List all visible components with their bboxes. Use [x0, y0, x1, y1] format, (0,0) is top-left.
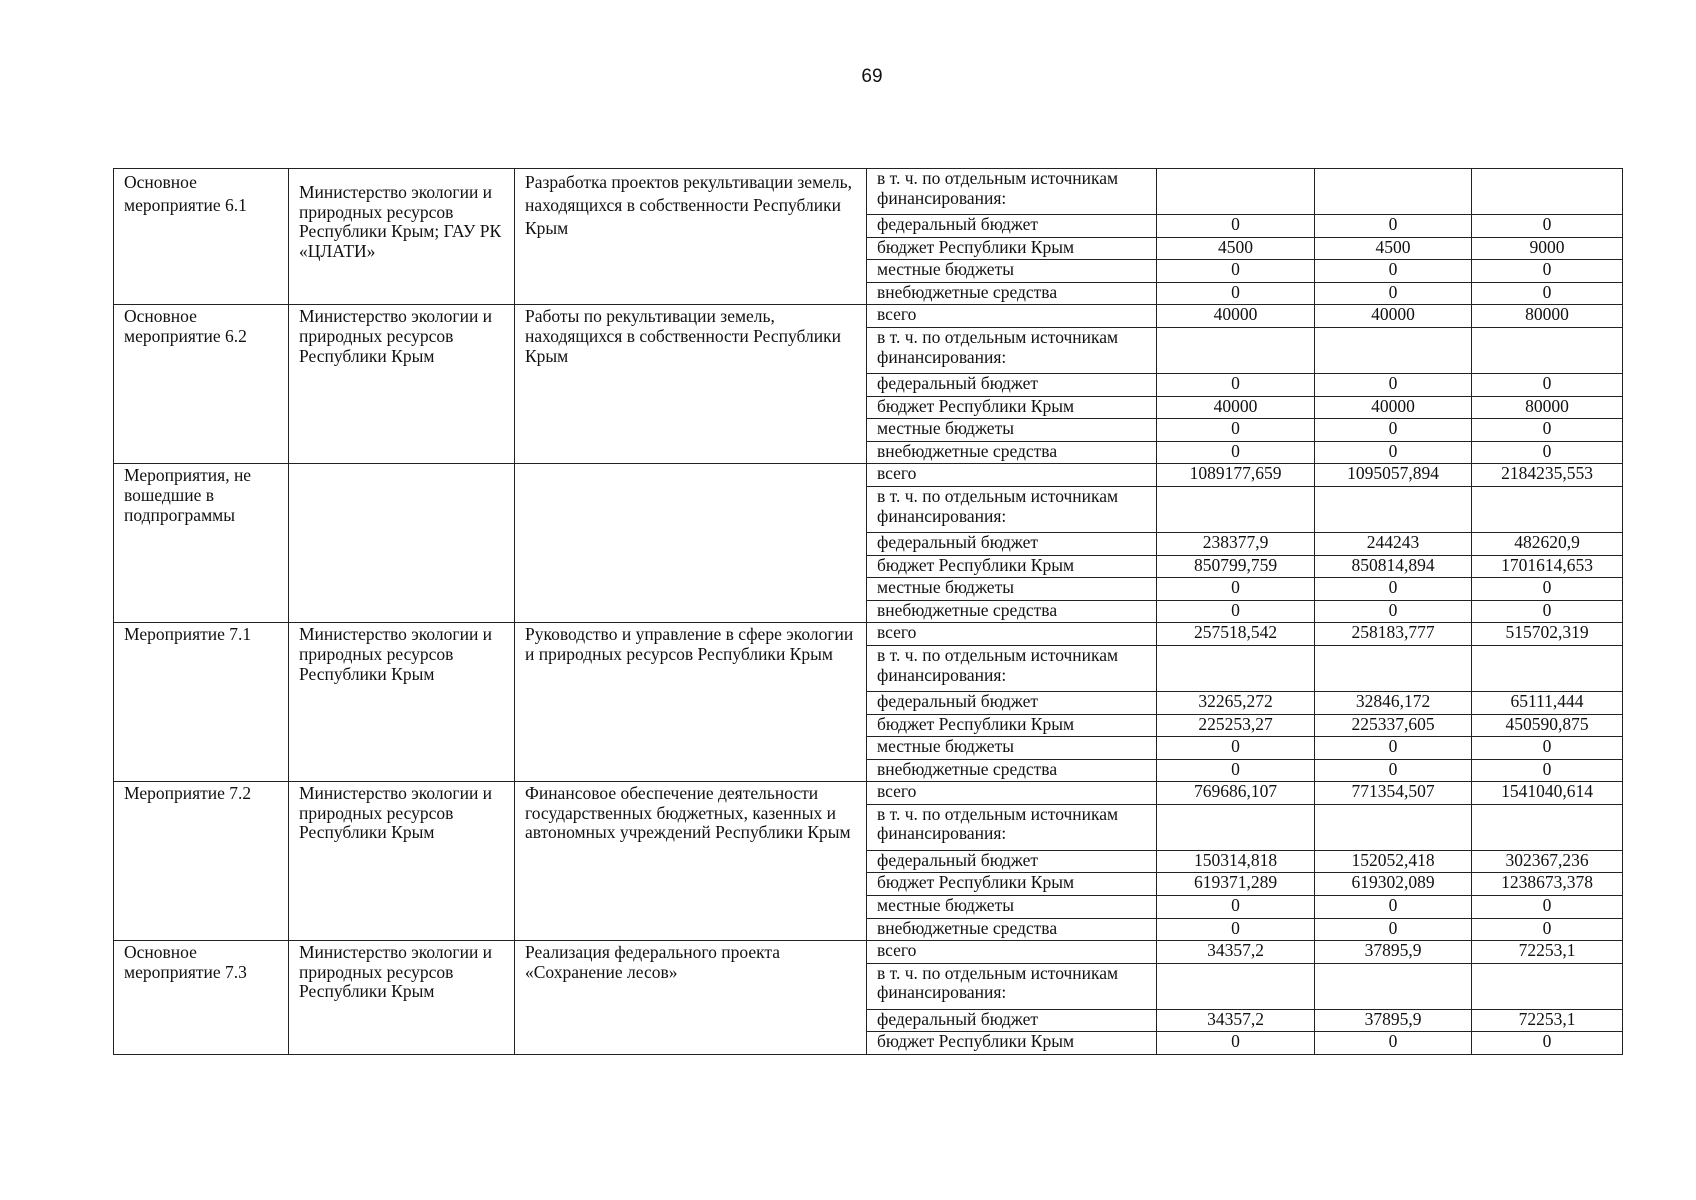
- activity-description: Финансовое обеспечение деятельности государственных бюджетных, казенных и автономных учреждений Республики Крым: [515, 782, 867, 941]
- amount-col-3: 0: [1472, 578, 1623, 601]
- amount-col-2: 0: [1315, 759, 1472, 782]
- funding-source: федеральный бюджет: [867, 373, 1157, 396]
- amount-col-2: [1315, 169, 1472, 215]
- activity-name: Мероприятие 7.2: [114, 782, 289, 941]
- amount-col-1: 0: [1157, 282, 1315, 305]
- funding-source: федеральный бюджет: [867, 532, 1157, 555]
- amount-col-1: [1157, 327, 1315, 373]
- funding-source: всего: [867, 464, 1157, 487]
- activity-description: [515, 464, 867, 623]
- amount-col-1: 0: [1157, 441, 1315, 464]
- funding-source: федеральный бюджет: [867, 850, 1157, 873]
- amount-col-3: 0: [1472, 896, 1623, 919]
- amount-col-1: 40000: [1157, 305, 1315, 328]
- amount-col-2: 32846,172: [1315, 691, 1472, 714]
- amount-col-3: 302367,236: [1472, 850, 1623, 873]
- page-number: 69: [861, 66, 883, 87]
- table-row: [114, 169, 1623, 215]
- amount-col-1: 225253,27: [1157, 714, 1315, 737]
- responsible-agency: Министерство экологии и природных ресурсов Республики Крым: [289, 782, 515, 941]
- amount-col-1: 1089177,659: [1157, 464, 1315, 487]
- amount-col-2: 0: [1315, 737, 1472, 760]
- amount-col-2: [1315, 645, 1472, 691]
- funding-source: бюджет Республики Крым: [867, 714, 1157, 737]
- amount-col-2: 37895,9: [1315, 941, 1472, 964]
- amount-col-3: 72253,1: [1472, 941, 1623, 964]
- amount-col-1: [1157, 645, 1315, 691]
- amount-col-3: 0: [1472, 600, 1623, 623]
- funding-source: внебюджетные средства: [867, 759, 1157, 782]
- amount-col-1: 4500: [1157, 237, 1315, 260]
- funding-source: местные бюджеты: [867, 260, 1157, 283]
- amount-col-1: 0: [1157, 737, 1315, 760]
- amount-col-3: 1541040,614: [1472, 782, 1623, 805]
- funding-source: бюджет Республики Крым: [867, 396, 1157, 419]
- amount-col-3: 1701614,653: [1472, 555, 1623, 578]
- amount-col-3: 0: [1472, 260, 1623, 283]
- amount-col-3: 0: [1472, 759, 1623, 782]
- amount-col-1: 0: [1157, 896, 1315, 919]
- funding-source: федеральный бюджет: [867, 691, 1157, 714]
- amount-col-1: 150314,818: [1157, 850, 1315, 873]
- amount-col-2: 244243: [1315, 532, 1472, 555]
- funding-source: местные бюджеты: [867, 578, 1157, 601]
- funding-source: бюджет Республики Крым: [867, 873, 1157, 896]
- activity-description: Разработка проектов рекультивации земель, находящихся в собственности Республики Крым: [515, 169, 867, 305]
- activity-description: Реализация федерального проекта «Сохранение лесов»: [515, 941, 867, 1055]
- amount-col-2: [1315, 804, 1472, 850]
- amount-col-1: 40000: [1157, 396, 1315, 419]
- amount-col-3: 0: [1472, 215, 1623, 238]
- funding-source: местные бюджеты: [867, 737, 1157, 760]
- funding-source: в т. ч. по отдельным источникам финансирования:: [867, 169, 1157, 215]
- funding-source: внебюджетные средства: [867, 918, 1157, 941]
- amount-col-1: [1157, 804, 1315, 850]
- amount-col-3: [1472, 645, 1623, 691]
- funding-source: в т. ч. по отдельным источникам финансирования:: [867, 327, 1157, 373]
- amount-col-3: 0: [1472, 282, 1623, 305]
- funding-source: внебюджетные средства: [867, 441, 1157, 464]
- amount-col-2: 619302,089: [1315, 873, 1472, 896]
- amount-col-1: 619371,289: [1157, 873, 1315, 896]
- amount-col-1: [1157, 169, 1315, 215]
- amount-col-1: 0: [1157, 419, 1315, 442]
- funding-source: местные бюджеты: [867, 896, 1157, 919]
- funding-source: местные бюджеты: [867, 419, 1157, 442]
- amount-col-2: 0: [1315, 441, 1472, 464]
- amount-col-1: 0: [1157, 1032, 1315, 1055]
- amount-col-3: 2184235,553: [1472, 464, 1623, 487]
- amount-col-3: 72253,1: [1472, 1009, 1623, 1032]
- funding-source: бюджет Республики Крым: [867, 555, 1157, 578]
- amount-col-1: 850799,759: [1157, 555, 1315, 578]
- amount-col-1: 238377,9: [1157, 532, 1315, 555]
- amount-col-2: 0: [1315, 373, 1472, 396]
- funding-source: в т. ч. по отдельным источникам финансирования:: [867, 486, 1157, 532]
- budget-table: [113, 168, 1623, 1055]
- table-row: [114, 305, 1623, 328]
- amount-col-1: 0: [1157, 600, 1315, 623]
- amount-col-2: 0: [1315, 260, 1472, 283]
- activity-description: Работы по рекультивации земель, находящихся в собственности Республики Крым: [515, 305, 867, 464]
- amount-col-2: 0: [1315, 282, 1472, 305]
- activity-name: Основное мероприятие 6.1: [114, 169, 289, 305]
- amount-col-2: 225337,605: [1315, 714, 1472, 737]
- funding-source: бюджет Республики Крым: [867, 1032, 1157, 1055]
- amount-col-2: 771354,507: [1315, 782, 1472, 805]
- activity-name: Мероприятие 7.1: [114, 623, 289, 782]
- amount-col-2: 850814,894: [1315, 555, 1472, 578]
- funding-source: всего: [867, 623, 1157, 646]
- table-row: [114, 941, 1623, 964]
- activity-name: Основное мероприятие 7.3: [114, 941, 289, 1055]
- amount-col-3: 1238673,378: [1472, 873, 1623, 896]
- amount-col-1: [1157, 486, 1315, 532]
- amount-col-3: 450590,875: [1472, 714, 1623, 737]
- amount-col-3: [1472, 804, 1623, 850]
- amount-col-1: 32265,272: [1157, 691, 1315, 714]
- amount-col-2: [1315, 327, 1472, 373]
- amount-col-2: 0: [1315, 215, 1472, 238]
- amount-col-3: 0: [1472, 1032, 1623, 1055]
- amount-col-3: 0: [1472, 373, 1623, 396]
- funding-source: всего: [867, 782, 1157, 805]
- amount-col-2: 0: [1315, 600, 1472, 623]
- amount-col-2: 258183,777: [1315, 623, 1472, 646]
- amount-col-1: 0: [1157, 759, 1315, 782]
- amount-col-2: 0: [1315, 896, 1472, 919]
- funding-source: внебюджетные средства: [867, 600, 1157, 623]
- table-row: [114, 782, 1623, 805]
- amount-col-3: 80000: [1472, 396, 1623, 419]
- amount-col-2: 37895,9: [1315, 1009, 1472, 1032]
- amount-col-1: 0: [1157, 373, 1315, 396]
- funding-source: внебюджетные средства: [867, 282, 1157, 305]
- amount-col-3: 9000: [1472, 237, 1623, 260]
- amount-col-3: 0: [1472, 419, 1623, 442]
- responsible-agency: [289, 464, 515, 623]
- budget-table-body: [114, 169, 1623, 1055]
- funding-source: всего: [867, 305, 1157, 328]
- amount-col-2: 152052,418: [1315, 850, 1472, 873]
- funding-source: в т. ч. по отдельным источникам финансирования:: [867, 804, 1157, 850]
- amount-col-2: 0: [1315, 419, 1472, 442]
- amount-col-3: 482620,9: [1472, 532, 1623, 555]
- amount-col-1: 0: [1157, 260, 1315, 283]
- amount-col-2: 1095057,894: [1315, 464, 1472, 487]
- funding-source: федеральный бюджет: [867, 215, 1157, 238]
- activity-name: Мероприятия, не вошедшие в подпрограммы: [114, 464, 289, 623]
- responsible-agency: Министерство экологии и природных ресурсов Республики Крым: [289, 305, 515, 464]
- funding-source: бюджет Республики Крым: [867, 237, 1157, 260]
- amount-col-2: [1315, 486, 1472, 532]
- amount-col-2: 40000: [1315, 305, 1472, 328]
- amount-col-3: 80000: [1472, 305, 1623, 328]
- amount-col-2: 40000: [1315, 396, 1472, 419]
- amount-col-3: [1472, 169, 1623, 215]
- amount-col-3: [1472, 963, 1623, 1009]
- amount-col-2: 0: [1315, 578, 1472, 601]
- funding-source: в т. ч. по отдельным источникам финансирования:: [867, 963, 1157, 1009]
- amount-col-1: 0: [1157, 578, 1315, 601]
- amount-col-3: 0: [1472, 441, 1623, 464]
- amount-col-2: 0: [1315, 1032, 1472, 1055]
- amount-col-3: 0: [1472, 737, 1623, 760]
- responsible-agency: Министерство экологии и природных ресурсов Республики Крым: [289, 623, 515, 782]
- table-row: [114, 464, 1623, 487]
- activity-name: Основное мероприятие 6.2: [114, 305, 289, 464]
- funding-source: всего: [867, 941, 1157, 964]
- amount-col-1: 34357,2: [1157, 941, 1315, 964]
- amount-col-3: 65111,444: [1472, 691, 1623, 714]
- funding-source: федеральный бюджет: [867, 1009, 1157, 1032]
- amount-col-3: [1472, 327, 1623, 373]
- amount-col-2: [1315, 963, 1472, 1009]
- table-row: [114, 623, 1623, 646]
- responsible-agency: Министерство экологии и природных ресурсов Республики Крым: [289, 941, 515, 1055]
- responsible-agency: Министерство экологии и природных ресурсов Республики Крым; ГАУ РК «ЦЛАТИ»: [289, 169, 515, 305]
- amount-col-2: 4500: [1315, 237, 1472, 260]
- amount-col-1: 0: [1157, 918, 1315, 941]
- amount-col-1: 257518,542: [1157, 623, 1315, 646]
- amount-col-1: 769686,107: [1157, 782, 1315, 805]
- amount-col-3: 0: [1472, 918, 1623, 941]
- amount-col-2: 0: [1315, 918, 1472, 941]
- amount-col-3: 515702,319: [1472, 623, 1623, 646]
- amount-col-3: [1472, 486, 1623, 532]
- activity-description: Руководство и управление в сфере экологии и природных ресурсов Республики Крым: [515, 623, 867, 782]
- amount-col-1: 34357,2: [1157, 1009, 1315, 1032]
- amount-col-1: 0: [1157, 215, 1315, 238]
- funding-source: в т. ч. по отдельным источникам финансирования:: [867, 645, 1157, 691]
- amount-col-1: [1157, 963, 1315, 1009]
